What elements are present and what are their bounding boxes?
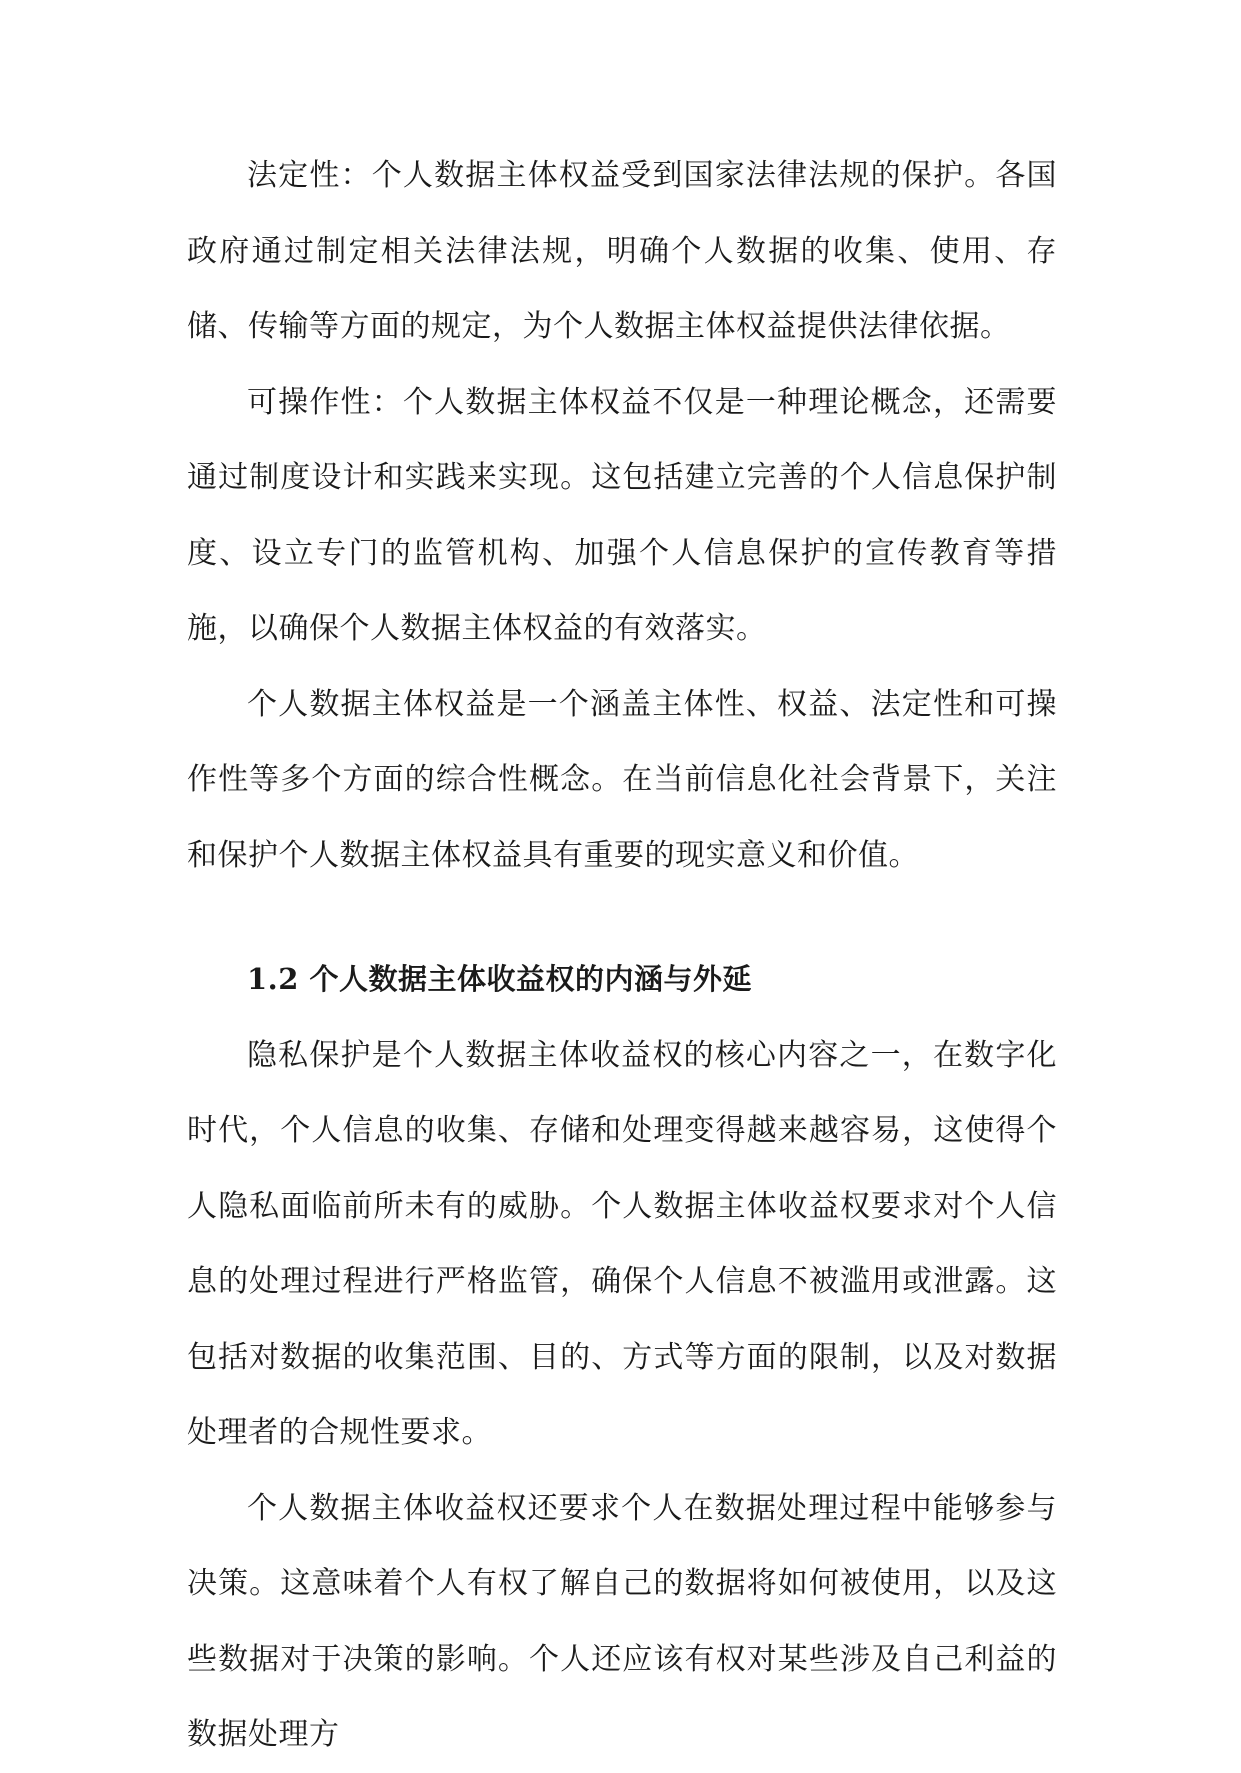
- section-heading: 1.2 个人数据主体收益权的内涵与外延: [247, 962, 753, 996]
- paragraph-privacy-protection: 隐私保护是个人数据主体收益权的核心内容之一，在数字化时代，个人信息的收集、存储和处理变得越来越容易，这使得个人隐私面临前所未有的威胁。个人数据主体收益权要求对个人信息的处理过程进行严格监管，确保个人信息不被滥用或泄露。这包括对数据的收集范围、目的、方式等方面的限制，以及对数据处理者的合规性要求。: [187, 1037, 1057, 1450]
- paragraph-summary: 个人数据主体权益是一个涵盖主体性、权益、法定性和可操作性等多个方面的综合性概念。在当前信息化社会背景下，关注和保护个人数据主体权益具有重要的现实意义和价值。: [187, 686, 1057, 873]
- paragraph-legality: 法定性：个人数据主体权益受到国家法律法规的保护。各国政府通过制定相关法律法规，明确个人数据的收集、使用、存储、传输等方面的规定，为个人数据主体权益提供法律依据。: [187, 158, 1057, 344]
- paragraph-decision-participation: 个人数据主体收益权还要求个人在数据处理过程中能够参与决策。这意味着个人有权了解自己的数据将如何被使用，以及这些数据对于决策的影响。个人还应该有权对某些涉及自己利益的数据处理方: [187, 1490, 1057, 1752]
- document-body: [187, 138, 1057, 1773]
- paragraph-operability: 可操作性：个人数据主体权益不仅是一种理论概念，还需要通过制度设计和实践来实现。这包括建立完善的个人信息保护制度、设立专门的监管机构、加强个人信息保护的宣传教育等措施，以确保个人数据主体权益的有效落实。: [187, 384, 1057, 646]
